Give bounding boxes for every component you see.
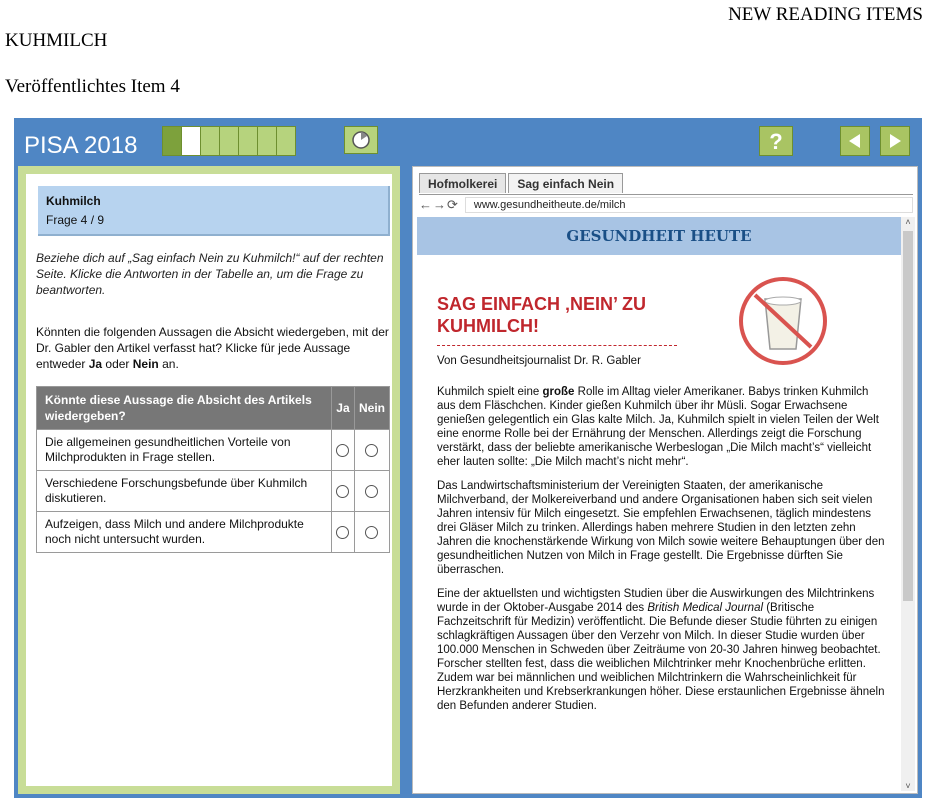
table-header-statement: Könnte diese Aussage die Absicht des Artikels wiedergeben?	[37, 387, 332, 430]
answer-yes-cell[interactable]	[331, 471, 354, 512]
previous-button[interactable]	[840, 126, 870, 156]
article-byline: Von Gesundheitsjournalist Dr. R. Gabler	[437, 355, 641, 367]
progress-bar	[162, 126, 296, 156]
doc-title: KUHMILCH	[5, 30, 108, 51]
answer-no-cell[interactable]	[354, 512, 389, 553]
radio-yes[interactable]	[336, 444, 349, 457]
no-milk-icon	[735, 273, 831, 369]
scroll-thumb[interactable]	[903, 231, 913, 601]
arrow-left-icon	[846, 132, 864, 150]
answer-no-cell[interactable]	[354, 430, 389, 471]
table-row	[37, 512, 390, 553]
timer-icon[interactable]	[344, 126, 378, 154]
doc-item-label: Veröffentlichtes Item 4	[5, 76, 180, 97]
table-row	[37, 430, 390, 471]
table-header-no: Nein	[354, 387, 389, 430]
pisa-app-frame	[14, 118, 922, 798]
table-header-yes: Ja	[331, 387, 354, 430]
answer-yes-cell[interactable]	[331, 512, 354, 553]
tab-hofmolkerei[interactable]: Hofmolkerei	[419, 173, 506, 193]
progress-segment	[277, 127, 295, 155]
answer-no-cell[interactable]	[354, 471, 389, 512]
help-button[interactable]: ?	[759, 126, 793, 156]
tab-sag-einfach-nein[interactable]: Sag einfach Nein	[508, 173, 623, 193]
article-paragraph: Kuhmilch spielt eine große Rolle im Alltag vieler Amerikaner. Babys trinken Kuhmilch aus dem Fläschchen. Kinder gießen Kuhmilch über ihr Müsli. Sogar Erwachsene genießen gelegentlich ein Glas kalte Milch. Ja, Kuhmilch spielt in vielen Teilen der Welt eine enorme Rolle bei der Ernährung der Menschen. Allerdings zeigt die Forschung verstärkt, dass der beliebte amerikanische Werbeslogan „Die Milch macht’s“ vielleicht eher lauten sollte: „Die Milch macht’s nicht mehr“.	[437, 386, 879, 468]
progress-segment	[258, 127, 277, 155]
scroll-up-icon[interactable]: ˄	[905, 217, 911, 227]
question-number: Frage 4 / 9	[46, 213, 105, 227]
radio-no[interactable]	[365, 526, 378, 539]
radio-yes[interactable]	[336, 485, 349, 498]
progress-segment	[163, 127, 182, 155]
question-panel-inner	[26, 174, 392, 786]
answer-yes-cell[interactable]	[331, 430, 354, 471]
radio-no[interactable]	[365, 444, 378, 457]
article-paragraph: Eine der aktuellsten und wichtigsten Studien über die Auswirkungen des Milchtrinkens wurde in der Oktober-Ausgabe 2014 des British Medical Journal (Britische Fachzeitschrift für Medizin) veröffentlicht. Die Befunde dieser Studie führten zu einigen schlagkräftigen Aussagen über den Verzehr von Milch. In dieser Studie wurden über 100.000 Menschen in Schweden über Zeiträume von 20-30 Jahren hinweg beobachtet. Forscher stellten fest, dass die weiblichen Milchtrinker mehr Knochenbrüche erlitten. Zudem war bei männlichen und weiblichen Milchtrinkern die Wahrscheinlichkeit für Herzkrankheiten und Krebserkrankungen höher. Diese erstaunlichen Ergebnisse ähneln den Befunden anderer Studien.	[437, 588, 885, 712]
question-instruction: Beziehe dich auf „Sag einfach Nein zu Kuhmilch!“ auf der rechten Seite. Klicke die Antworten in der Tabelle an, um die Frage zu beantworten.	[36, 251, 384, 297]
web-content	[417, 217, 901, 791]
answer-table	[36, 386, 390, 553]
next-button[interactable]	[880, 126, 910, 156]
tabs-divider	[419, 194, 913, 195]
top-bar	[14, 118, 922, 166]
progress-segment	[239, 127, 258, 155]
brand-title: PISA 2018	[24, 132, 138, 159]
url-field[interactable]: www.gesundheitheute.de/milch	[465, 197, 913, 213]
radio-yes[interactable]	[336, 526, 349, 539]
address-bar	[419, 197, 913, 213]
article-title: SAG EINFACH ‚NEIN’ ZU KUHMILCH!	[437, 294, 647, 336]
statement-text: Die allgemeinen gesundheitlichen Vorteile von Milchprodukten in Frage stellen.	[37, 430, 332, 471]
radio-no[interactable]	[365, 485, 378, 498]
site-banner: GESUNDHEIT HEUTE	[417, 217, 901, 255]
progress-segment	[220, 127, 239, 155]
statement-text: Verschiedene Forschungsbefunde über Kuhmilch diskutieren.	[37, 471, 332, 512]
unit-title: Kuhmilch	[46, 194, 101, 208]
progress-segment-current	[182, 127, 201, 155]
question-text: Könnten die folgenden Aussagen die Absicht wiedergeben, mit der Dr. Gabler den Artikel verfasst hat? Klicke für jede Aussage entweder Ja oder Nein an.	[36, 325, 389, 371]
title-divider	[437, 345, 677, 346]
question-header	[38, 186, 390, 236]
article-paragraph: Das Landwirtschaftsministerium der Vereinigten Staaten, der amerikanische Milchverband, der Molkereiverband und andere Organisationen haben sich seit vielen Jahren intensiv für Milch eingesetzt. Sie empfehlen Erwachsenen, täglich mindestens drei Gläser Milch zu trinken. Allerdings haben mehrere Studien in den letzten zehn Jahren die knochenstärkende Wirkung von Milch sowie weitere Behauptungen über den gesundheitlichen Nutzen von Milch in Frage gestellt. Die Ergebnisse dürften Sie überraschen.	[437, 480, 885, 576]
table-row	[37, 471, 390, 512]
browser-tabs	[419, 173, 625, 193]
article-body	[437, 385, 885, 723]
arrow-right-icon	[886, 132, 904, 150]
doc-header-label: NEW READING ITEMS	[728, 4, 923, 25]
browser-nav-icons[interactable]: ←→⟳	[419, 197, 459, 212]
scroll-down-icon[interactable]: ˅	[905, 781, 911, 791]
progress-segment	[201, 127, 220, 155]
stimulus-browser	[412, 166, 918, 794]
content-scrollbar[interactable]	[901, 217, 915, 791]
question-panel	[18, 166, 400, 794]
statement-text: Aufzeigen, dass Milch und andere Milchprodukte noch nicht untersucht wurden.	[37, 512, 332, 553]
